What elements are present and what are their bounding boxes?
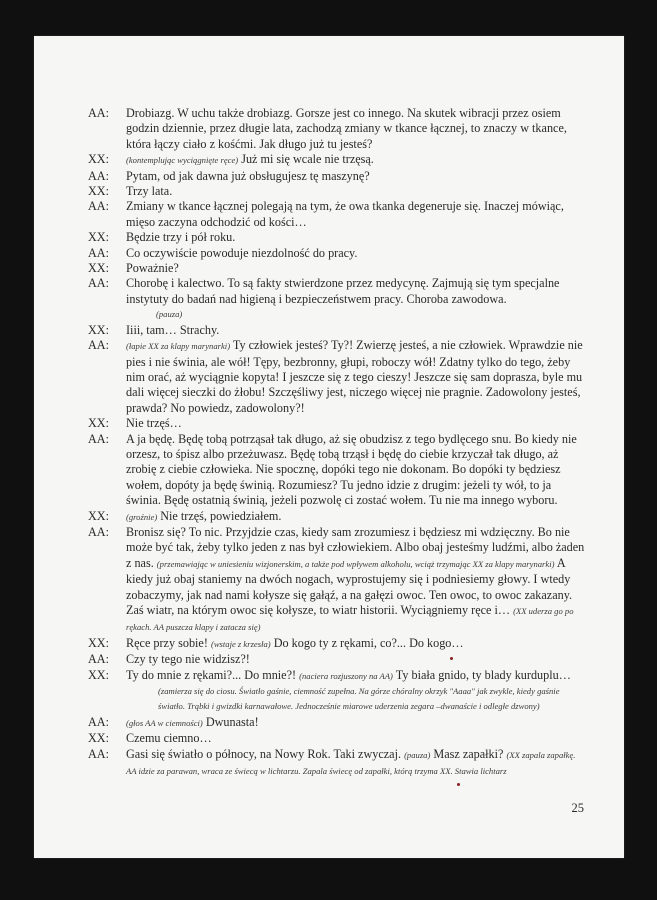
speaker-label: AA: [88,746,109,761]
speaker-label: XX: [88,416,109,431]
script-page [34,36,624,858]
dialogue-line [88,416,586,431]
spoken-text: Nie trzęś… [126,416,182,431]
spoken-text: Ty do mnie z rękami?... Do mnie?! [126,667,300,682]
stage-direction: (groźnie) [126,511,158,522]
speaker-label: XX: [88,635,109,650]
speaker-label: AA: [88,199,109,214]
stage-direction: (naciera rozjuszony na AA) [299,670,393,681]
dialogue-line [88,261,586,276]
speaker-label: AA: [88,652,109,667]
speaker-label: AA: [88,276,109,291]
spoken-text: Ty biała gnido, ty blady kurduplu… [392,667,571,682]
dialogue-line [88,276,586,322]
dialogue-line [88,509,586,525]
dialogue-line [88,184,586,199]
spoken-text: Ty człowiek jesteś? Ty?! Zwierzę jesteś, a nie człowiek. Wprawdzie nie pies i nie świnia, ale wół! Tępy, bezbronny, głupi, roboczy wół! Zdatny tylko do tego, żeby nim orać, aż wyciągnie kopyta! I jeszcze się z tego cieszy! Jeszcze się sam doprasza, byle mu dali więcej sieczki do żłobu! Szczęśliwy jest, niczego więcej nie pragnie. Zadowolony jesteś, prawda? No powiedz, zadowolony?! [126,338,583,415]
stage-direction: (łapie XX za klapy marynarki) [126,341,231,352]
speaker-label: XX: [88,322,109,337]
dialogue-line [88,323,586,338]
ink-dot-mark [457,783,460,786]
dialogue-line [88,246,586,261]
spoken-text: Iiii, tam… Strachy. [126,322,220,337]
speaker-label: AA: [88,338,109,353]
spoken-text: Czemu ciemno… [126,731,212,746]
spoken-text: Drobiazg. W uchu także drobiazg. Gorsze jest co innego. Na skutek wibracji przez osiem godzin dziennie, przez długie lata, zachodzą zmiany w tkance łącznej, to znaczy w tkance, która łączy ciało z kośćmi. Jak długo już tu jesteś? [126,106,567,151]
speaker-label: AA: [88,714,109,729]
stage-direction: (zamierza się do ciosu. Światło gaśnie, ciemność zupełna. Na górze chóralny okrzyk "Aaaa" jak zwykle, kiedy gaśnie światło. Trąbki i gwizdki karnawałowe. Jednocześnie miarowe uderzenia zegara –dwanaście i odległe dzwony) [158,686,560,712]
stage-direction: (kontemplując wyciągnięte ręce) [126,155,239,166]
dialogue-line [88,338,586,416]
spoken-text: Co oczywiście powoduje niezdolność do pracy. [126,245,358,260]
spoken-text: Dwunasta! [202,714,259,729]
stage-direction: (XX zapala zapałkę. AA idzie za parawan, wraca ze świecą w lichtarzu. Zapala świecę od zapałki, którą trzyma XX. Stawia lichtarz [126,749,576,777]
dialogue-line [88,652,586,667]
dialogue-line [88,731,586,746]
speaker-label: XX: [88,667,109,682]
spoken-text: Zmiany w tkance łącznej polegają na tym, że owa tkanka degeneruje się. Inaczej mówiąc, mięso zaczyna odchodzić od kości… [126,199,564,229]
stage-direction: (XX uderza go po rękach. AA puszcza klapy i zatacza się) [126,606,574,633]
ink-dot-mark [450,657,453,660]
speaker-label: AA: [88,168,109,183]
stage-direction: (wstaje z krzesła) [210,638,271,649]
speaker-label: XX: [88,230,109,245]
dialogue-line [88,715,586,731]
dialogue-line [88,525,586,636]
speaker-label: AA: [88,431,109,446]
spoken-text: Już mi się wcale nie trzęsą. [238,152,374,167]
dialogue-line [88,199,586,230]
spoken-text: Nie trzęś, powiedziałem. [157,508,282,523]
spoken-text: Trzy lata. [126,184,173,199]
stage-direction: (pauza) [404,749,431,760]
dialogue-line [88,230,586,245]
dialogue-line [88,152,586,168]
spoken-text: Gasi się światło o północy, na Nowy Rok. Taki zwyczaj. [126,746,405,761]
dialogue-line [88,432,586,509]
spoken-text: Poważnie? [126,261,179,276]
spoken-text: Chorobę i kalectwo. To są fakty stwierdzone przez medycynę. Zajmują się tym specjalne instytuty do badań nad higieną i bezpieczeństwem pracy. Choroba zawodowa. [126,276,560,306]
spoken-text: Bronisz się? To nic. Przyjdzie czas, kiedy sam zrozumiesz i będziesz mi wdzięczny. Bo nie może być tak, żeby tylko jeden z nas był człowiekiem. Albo obaj jesteśmy ludźmi, albo żaden z nas. [126,524,585,570]
page-number: 25 [571,801,584,815]
spoken-text: Masz zapałki? [430,746,507,761]
speaker-label: XX: [88,731,109,746]
stage-direction: (przemawiając w uniesieniu wizjonerskim, a także pod wpływem alkoholu, wciąż trzymając XX za klapy marynarki) [156,558,555,569]
dialogue-body [88,106,586,779]
spoken-text: Pytam, od jak dawna już obsługujesz tę maszynę? [126,168,370,183]
spoken-text: Czy ty tego nie widzisz?! [126,652,250,667]
pause-direction: (pauza) [156,309,183,320]
speaker-label: XX: [88,261,109,276]
speaker-label: XX: [88,184,109,199]
dialogue-line [88,106,586,152]
speaker-label: XX: [88,152,109,167]
dialogue-line [88,636,586,652]
stage-direction: (głos AA w ciemności) [126,717,203,728]
spoken-text: Ręce przy sobie! [126,635,211,650]
dialogue-line [88,747,586,780]
dialogue-line [88,169,586,184]
speaker-label: XX: [88,508,109,523]
speaker-label: AA: [88,524,109,539]
spoken-text: Do kogo ty z rękami, co?... Do kogo… [270,635,464,650]
speaker-label: AA: [88,106,109,120]
spoken-text: A kiedy już obaj staniemy na dwóch nogach, wyprostujemy się i podniesiemy głowy. I wtedy zobaczymy, jak nad nami kołysze się gałąź, a na gałęzi owoc. Ten owoc, to owoc zakazany. Zaś wiatr, na którym owoc się kołysze, to wiatr historii. Wyciągniemy ręce i… [126,555,573,617]
spoken-text: A ja będę. Będę tobą potrząsał tak długo, aż się obudzisz z tego bydlęcego snu. Bo kiedy nie orzesz, to śpisz albo przeżuwasz. Będę tobą trząsł i będę do ciebie krzyczał tak długo, aż zrobię z ciebie człowieka. Nie spocznę, dopóki tego nie dokonam. Bo dopóki ty będziesz wołem, dopóty ja będę świnią. Rozumiesz? Tu jedno idzie z drugim: jeżeli ty wół, to ja świnia. Będę ostatnią świnią, jeżeli pozwolę ci zostać wołem. Tu nie ma innego wyboru. [126,431,577,508]
spoken-text: Będzie trzy i pół roku. [126,230,236,245]
dialogue-line [88,668,586,715]
speaker-label: AA: [88,245,109,260]
